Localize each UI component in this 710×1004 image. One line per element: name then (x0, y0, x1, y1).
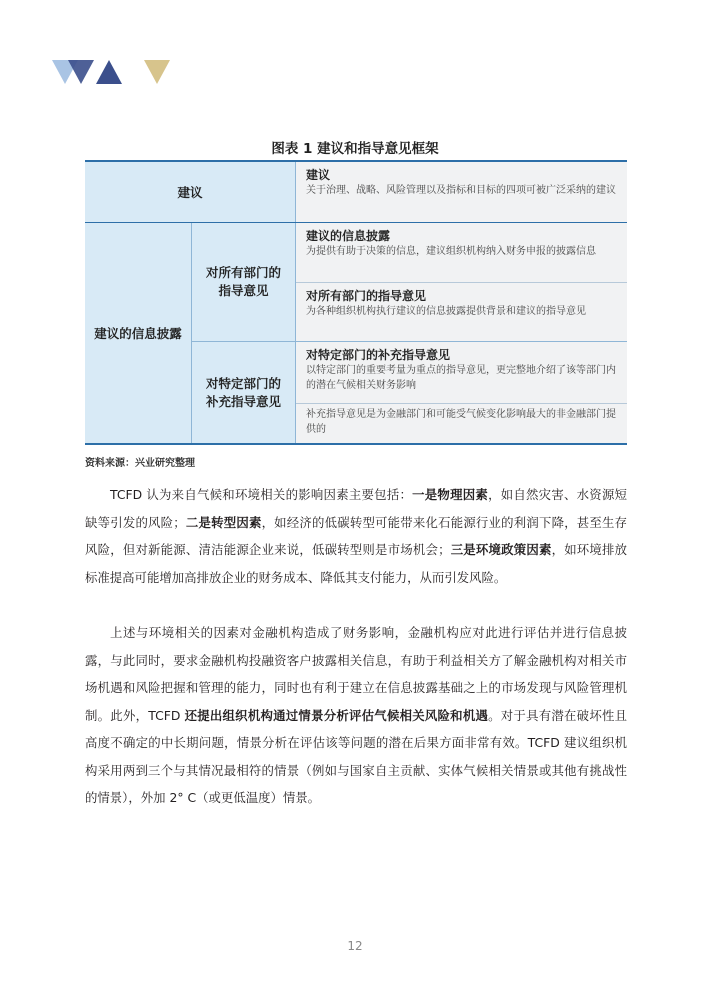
content-desc: 以特定部门的重要考量为重点的指导意见，更完整地介绍了该等部门内的潜在气候相关财务影响 (306, 365, 616, 391)
group-items (296, 342, 627, 443)
row-head-label: 建议 (177, 185, 203, 200)
group-items (296, 223, 627, 341)
row-head-recommendations (85, 162, 296, 222)
text: 上述与环境相关的因素对金融机构造成了财务影响，金融机构应对此进行评估并进行信息披露，与此同时，要求金融机构投融资客户披露相关信息，有助于利益相关方了解金融机构对相关市场机遇和风险把握和管理的能力，同时也有利于建立在信息披露基础之上的市场发现与风险管理机制。此外，TCFD (85, 625, 627, 723)
content-title: 建议的信息披露 (306, 229, 391, 243)
group-specific-sectors (192, 342, 627, 443)
emphasis: 二是转型因素 (185, 514, 262, 530)
header-logo (52, 58, 182, 88)
logo-triangle-5 (144, 60, 170, 84)
text: TCFD 认为来自气候和环境相关的影响因素主要包括： (110, 487, 413, 502)
text: ，如自然灾害、水资源短缺等引发的风险； (85, 487, 628, 530)
group-head-all-sectors (192, 223, 296, 341)
content-title: 建议 (306, 168, 331, 182)
figure-title: 图表 1 建议和指导意见框架 (271, 141, 439, 157)
text: ，如经济的低碳转型可能带来化石能源行业的利润下降，甚至生存风险，但对新能源、清洁能源企业来说，低碳转型则是市场机会； (85, 514, 628, 557)
group-head-line1: 对所有部门的 (205, 265, 281, 280)
disclosure-groups (192, 223, 627, 443)
group-head-line2: 补充指导意见 (205, 393, 281, 409)
table-row-disclosures (85, 223, 627, 443)
row-head-label: 建议的信息披露 (94, 326, 182, 341)
content-desc: 为各种组织机构执行建议的信息披露提供背景和建议的指导意见 (306, 306, 586, 317)
emphasis: 一是物理因素 (412, 487, 489, 502)
text: ，如环境排放标准提高可能增加高排放企业的财务成本、降低其支付能力，从而引发风险。 (85, 542, 628, 585)
group-all-sectors (192, 223, 627, 342)
emphasis: 三是环境政策因素 (450, 542, 552, 557)
group-head-specific-sectors (192, 342, 296, 443)
body-paragraph-2 (85, 619, 627, 812)
content-cell-all-sectors-guidance (296, 283, 627, 341)
content-title: 对所有部门的指导意见 (306, 289, 427, 303)
content-cell-disclosures (296, 223, 627, 283)
content-cell-supplemental-guidance (296, 342, 627, 404)
row-head-disclosures (85, 223, 192, 443)
group-head-line1: 对特定部门的 (205, 375, 281, 391)
figure-source: 资料来源：兴业研究整理 (85, 458, 195, 469)
content-cell-recommendations (296, 162, 627, 222)
page-number: 12 (347, 939, 363, 953)
text: 。对于具有潜在破坏性且高度不确定的中长期问题，情景分析在评估该等问题的潜在后果方面非常有效。TCFD 建议组织机构采用两到三个与其情况最相符的情景（例如与国家自主贡献、实体气候相关情景或其他有挑战性的情景），外加 2° C（或更低温度）情景。 (85, 707, 628, 805)
content-cell-supplemental-note (296, 404, 627, 443)
group-head-line2: 指导意见 (218, 283, 269, 298)
content-title: 对特定部门的补充指导意见 (306, 348, 451, 362)
framework-table (85, 160, 627, 445)
content-desc: 为提供有助于决策的信息，建议组织机构纳入财务申报的披露信息 (306, 246, 596, 257)
content-desc: 关于治理、战略、风险管理以及指标和目标的四项可被广泛采纳的建议 (306, 185, 616, 196)
emphasis: 还提出组织机构通过情景分析评估气候相关风险和机遇 (184, 707, 489, 723)
content-desc: 补充指导意见是为金融部门和可能受气候变化影响最大的非金融部门提供的 (306, 409, 616, 435)
table-row-recommendations (85, 162, 627, 223)
body-paragraph-1 (85, 481, 627, 591)
